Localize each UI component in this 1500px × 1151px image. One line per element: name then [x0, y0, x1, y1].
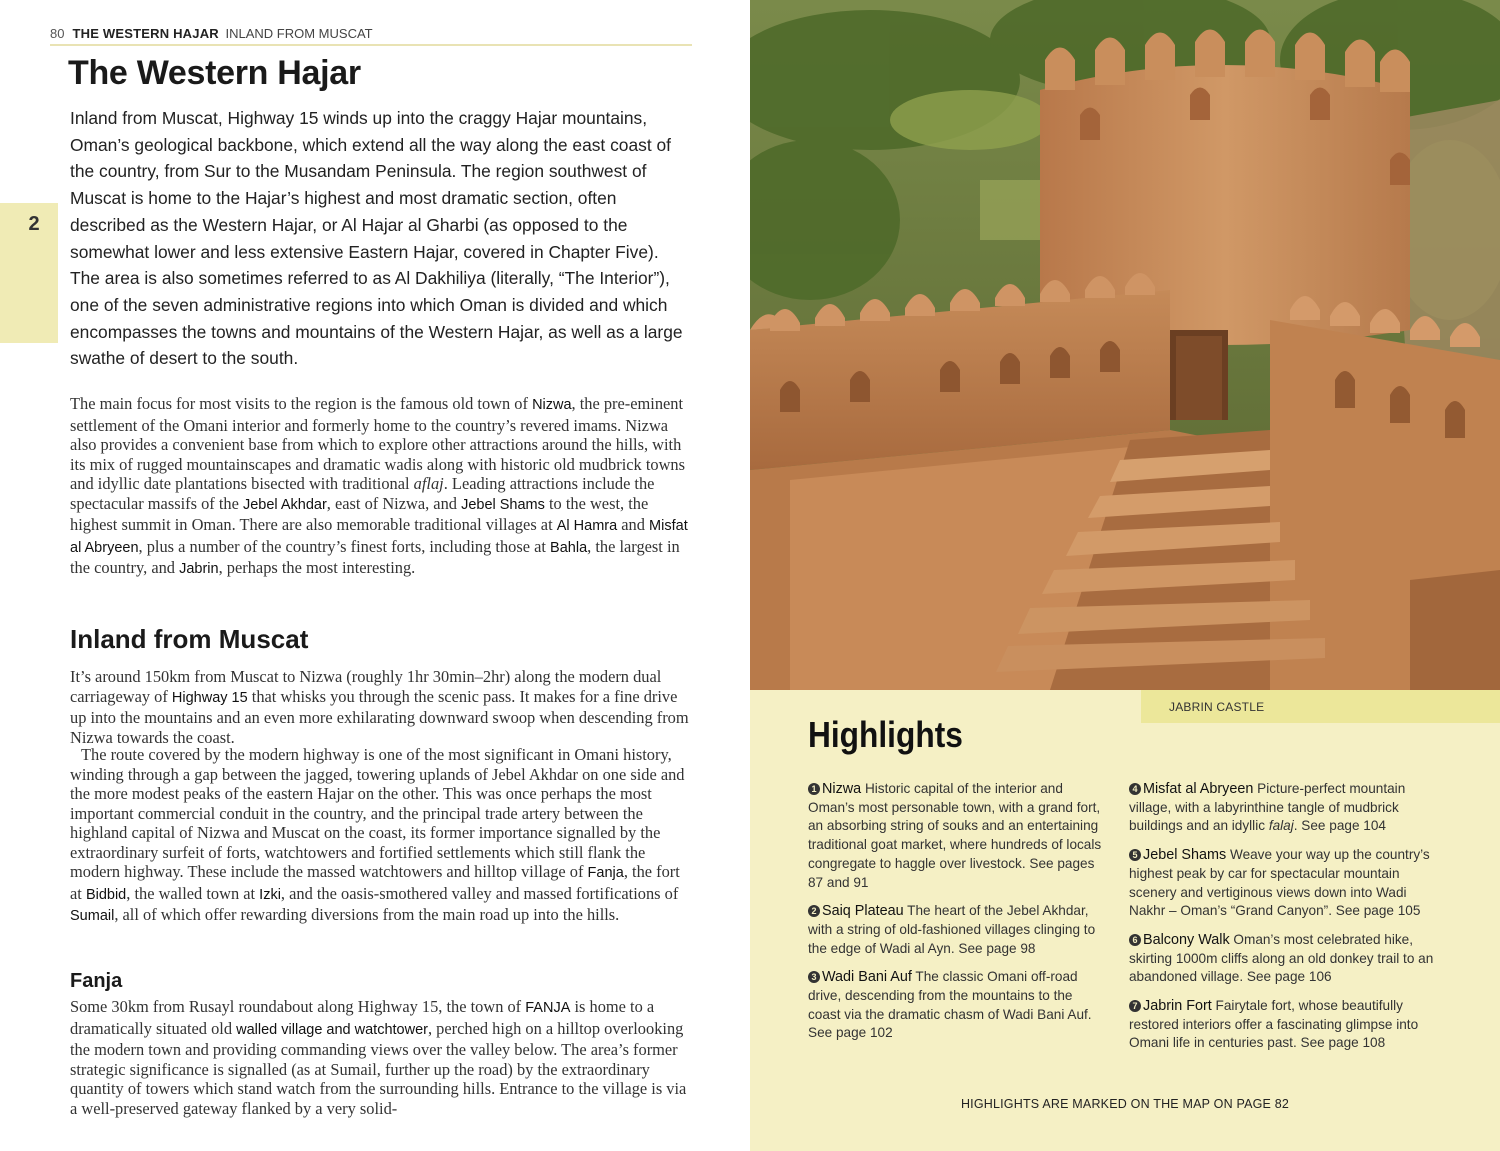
- subheading-fanja: Fanja: [70, 970, 123, 992]
- place-name: Misfat al Abryeen: [70, 518, 688, 556]
- place-name: Fanja: [587, 865, 624, 881]
- highlight-name: Misfat al Abryeen: [1143, 781, 1254, 797]
- highlight-name: Balcony Walk: [1143, 931, 1230, 948]
- place-name: FANJA: [525, 1000, 571, 1016]
- castle-illustration: [750, 0, 1500, 690]
- place-name: Nizwa: [532, 397, 572, 413]
- inland-paragraph-2: The route covered by the modern highway is one of the most significant in Omani history, winding through a gap between the jagged, towering uplands of Jebel Akhdar on one side and the more modest peaks of the eastern Hajar on the other. This was once perhaps the most important commercial conduit in the country, and the principal trade artery between the highland capital of Nizwa and Muscat on the coast, its former importance signalled by the extraordinary surfeit of forts, watchtowers and fortified settlements which still flank the modern highway. These include the massed watchtowers and hilltop village of Fanja, the fort at Bidbid, the walled town at Izki, and the oasis-smothered valley and massed fortifications of Sumail, all of which offer rewarding diversions from the main road up into the hills.: [70, 745, 685, 924]
- highlight-name: Nizwa: [822, 781, 862, 797]
- highlights-column-left: [808, 780, 1108, 1053]
- photo-caption-box: [1141, 690, 1500, 723]
- inland-paragraph-1: It’s around 150km from Muscat to Nizwa (roughly 1hr 30min–2hr) along the modern dual carriageway of Highway 15 that whisks you through the scenic pass. It makes for a fine drive up into the mountains and an even more exhilarating downward swoop when descending from Nizwa towards the coast.: [70, 667, 689, 747]
- place-name: Jabrin: [179, 561, 219, 577]
- page-title: The Western Hajar: [68, 54, 361, 92]
- page-number: 80: [50, 26, 65, 41]
- highlight-number-badge: 5: [1129, 849, 1141, 861]
- place-name: Izki: [259, 886, 281, 903]
- place-name: Jebel Shams: [461, 496, 545, 513]
- road-name: Highway 15: [171, 689, 248, 706]
- highlight-item: 5 Jebel Shams Weave your way up the country’s highest peak by car for spectacular mountain scenery and vertiginous views down into Wadi Nakhr – Oman’s “Grand Canyon”. See page 105: [1129, 847, 1430, 919]
- running-head-section: THE WESTERN HAJAR: [72, 26, 219, 41]
- highlights-title: Highlights: [808, 714, 963, 755]
- fanja-paragraph: Some 30km from Rusayl roundabout along Highway 15, the town of FANJA is home to a dramatically situated old walled village and watchtower, perched high on a hilltop overlooking the modern town and providing commanding views over the valley below. The area’s former strategic significance is signalled (as at Sumail, further up the road) by the extraordinary quantity of towers which stand watch from the surrounding hills. Entrance to the village is via a well-preserved gateway flanked by a very solid-: [70, 997, 687, 1118]
- chapter-tab: [0, 203, 58, 343]
- highlight-name: Saiq Plateau: [822, 903, 904, 920]
- highlight-number-badge: 3: [808, 971, 820, 983]
- main-paragraph: The main focus for most visits to the region is the famous old town of Nizwa, the pre-eminent settlement of the Omani interior and formerly home to the country’s revered imams. Nizwa also provides a convenient base from which to explore other attractions around the hills, with its mix of rugged mountainscapes and dramatic wadis along with historic old mudbrick towns and idyllic date plantations bisected with traditional aflaj. Leading attractions include the spectacular massifs of the Jebel Akhdar, east of Nizwa, and Jebel Shams to the west, the highest summit in Oman. There are also memorable traditional villages at Al Hamra and Misfat al Abryeen, plus a number of the country’s finest forts, including those at Bahla, the largest in the country, and Jabrin, perhaps the most interesting.: [70, 394, 688, 577]
- place-name: Jebel Akhdar: [242, 496, 327, 513]
- place-name: Al Hamra: [556, 518, 618, 534]
- jabrin-castle-photo: [750, 0, 1500, 690]
- highlight-name: Wadi Bani Auf: [822, 969, 912, 986]
- highlight-number-badge: 2: [808, 905, 820, 917]
- highlights-column-right: [1129, 780, 1434, 1063]
- highlight-item: 7 Jabrin Fort Fairytale fort, whose beautifully restored interiors offer a fascinating glimpse into Omani life in centuries past. See page 108: [1129, 998, 1419, 1051]
- running-head: [50, 26, 692, 46]
- highlight-number-badge: 1: [808, 783, 820, 795]
- highlight-number-badge: 4: [1129, 783, 1141, 795]
- highlight-item: 3 Wadi Bani Auf The classic Omani off-road drive, descending from the mountains to the coast via the dramatic chasm of Wadi Bani Auf. See page 102: [808, 969, 1092, 1041]
- highlight-name: Jabrin Fort: [1143, 998, 1212, 1015]
- running-head-subsection: INLAND FROM MUSCAT: [225, 26, 373, 41]
- place-name: walled village and watchtower: [236, 1021, 428, 1038]
- place-name: Bidbid: [85, 886, 127, 903]
- place-name: Sumail: [70, 908, 115, 924]
- chapter-number: 2: [28, 213, 40, 235]
- section-heading-inland: Inland from Muscat: [70, 624, 309, 654]
- highlight-number-badge: 6: [1129, 934, 1141, 946]
- right-page: [750, 0, 1500, 1151]
- highlight-item: 4 Misfat al Abryeen Picture-perfect mountain village, with a labyrinthine tangle of mudbrick buildings and an idyllic falaj. See page 104: [1129, 781, 1406, 834]
- photo-caption: JABRIN CASTLE: [1169, 700, 1265, 714]
- highlight-item: 2 Saiq Plateau The heart of the Jebel Akhdar, with a string of old-fashioned villages clinging to the edge of Wadi al Ayn. See page 98: [808, 903, 1096, 956]
- intro-paragraph: Inland from Muscat, Highway 15 winds up into the craggy Hajar mountains, Oman’s geological backbone, which extend all the way along the east coast of the country, from Sur to the Musandam Peninsula. The region southwest of Muscat is home to the Hajar’s highest and most dramatic section, often described as the Western Hajar, or Al Hajar al Gharbi (as opposed to the somewhat lower and less extensive Eastern Hajar, covered in Chapter Five). The area is also sometimes referred to as Al Dakhiliya (literally, “The Interior”), one of the seven administrative regions into which Oman is divided and which encompasses the towns and mountains of the Western Hajar, as well as a large swathe of desert to the south.: [70, 108, 683, 369]
- highlight-name: Jebel Shams: [1143, 847, 1227, 864]
- highlight-item: 6 Balcony Walk Oman’s most celebrated hike, skirting 1000m cliffs along an old donkey trail to an abandoned village. See page 106: [1129, 931, 1434, 985]
- place-name: Bahla: [550, 539, 588, 556]
- highlight-number-badge: 7: [1129, 1000, 1141, 1012]
- highlights-map-note: HIGHLIGHTS ARE MARKED ON THE MAP ON PAGE 82: [960, 1097, 1290, 1111]
- highlight-item: 1 Nizwa Historic capital of the interior and Oman’s most personable town, with a grand fort, an absorbing string of souks and an entertaining traditional goat market, where hundreds of locals congregate to haggle over livestock. See pages 87 and 91: [808, 781, 1102, 890]
